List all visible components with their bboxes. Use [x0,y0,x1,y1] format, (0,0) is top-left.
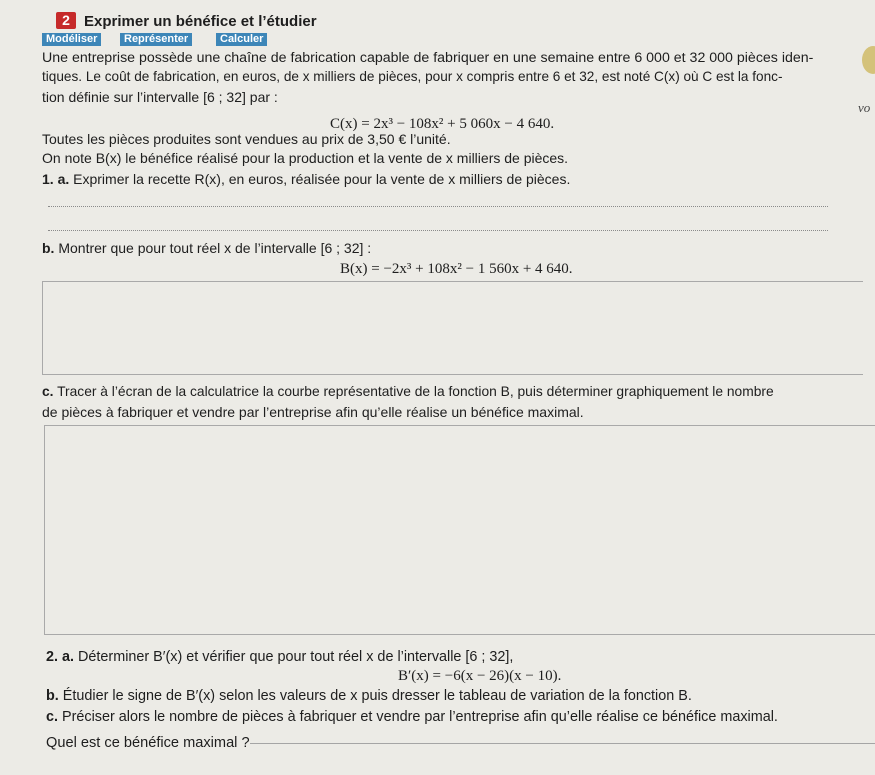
exercise-number-badge: 2 [56,12,76,29]
q2b-label: b. [46,688,59,704]
q1b-text: Montrer que pour tout réel x de l’intervalle [6 ; 32] : [58,240,372,256]
answer-rule [250,743,875,744]
q1c-statement-1 [42,385,774,399]
q2c-statement [46,710,778,724]
profit-formula: B(x) = −2x³ + 108x² − 1 560x + 4 640. [340,261,573,277]
tag-calculer: Calculer [216,33,267,46]
q1b-label: b. [42,240,55,256]
tag-representer: Représenter [120,33,192,46]
q2a-statement [46,650,513,664]
q1a-text: Exprimer la recette R(x), en euros, réalisée pour la vente de x milliers de pièces. [73,171,571,187]
answer-box-1b [42,281,863,375]
q1a-statement [42,172,570,186]
intro-line-2: tiques. Le coût de fabrication, en euros, de x milliers de pièces, pour x compris entre 6 et 32, est noté C(x) où C est la fonc- [42,69,783,84]
answer-line-1 [48,206,828,207]
q1c-label: c. [42,384,54,399]
q2b-text: Étudier le signe de B′(x) selon les valeurs de x puis dresser le tableau de variation de la fonction B. [62,688,692,704]
intro-line-3: tion définie sur l’intervalle [6 ; 32] par : [42,89,278,105]
intro-line-4: Toutes les pièces produites sont vendues au prix de 3,50 € l’unité. [42,131,451,147]
q2a-label: 2. a. [46,649,75,665]
cost-formula: C(x) = 2x³ − 108x² + 5 060x − 4 640. [330,116,555,132]
q1a-label: 1. a. [42,171,70,187]
derivative-formula: B′(x) = −6(x − 26)(x − 10). [398,668,562,684]
q1c-text-1: Tracer à l’écran de la calculatrice la courbe représentative de la fonction B, puis déterminer graphiquement le nombre [57,384,774,399]
exercise-title: Exprimer un bénéfice et l’étudier [84,13,317,30]
q2c-label: c. [46,709,59,725]
answer-line-2 [48,230,828,231]
q2c-text-2: Quel est ce bénéfice maximal ? [46,735,250,751]
margin-fragment-shape [862,46,875,74]
intro-line-5: On note B(x) le bénéfice réalisé pour la production et la vente de x milliers de pièces. [42,150,569,166]
q2b-statement [46,689,692,703]
q2c-text: Préciser alors le nombre de pièces à fabriquer et vendre par l’entreprise afin qu’elle réalise ce bénéfice maximal. [62,709,778,725]
margin-fragment-text: vo [858,100,871,115]
answer-box-1c [44,425,875,635]
q2a-text: Déterminer B′(x) et vérifier que pour tout réel x de l’intervalle [6 ; 32], [78,649,514,665]
q1c-text-2: de pièces à fabriquer et vendre par l’entreprise afin qu’elle réalise un bénéfice maximal. [42,404,584,420]
q1b-statement [42,241,371,255]
intro-line-1: Une entreprise possède une chaîne de fabrication capable de fabriquer en une semaine entre 6 000 et 32 000 pièces iden- [42,50,814,66]
tag-modeliser: Modéliser [42,33,101,46]
